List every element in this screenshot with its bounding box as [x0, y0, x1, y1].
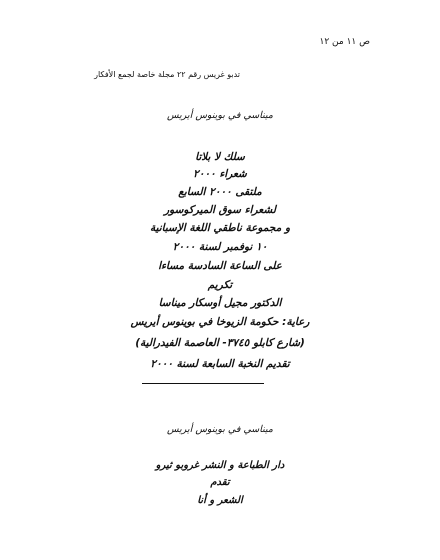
event-line: سلك لا بلاتا [195, 151, 245, 163]
section-title: ميناسي في بوينوس أيريس [167, 110, 273, 121]
event-line: الدكتور مجيل أوسكار ميناسا [158, 297, 282, 309]
event-line: ١٠ نوفمبر لسنة ٢٠٠٠ [172, 241, 268, 253]
closing-line: تقدم [210, 477, 230, 488]
event-line: تقديم النخبة السابعة لسنة ٢٠٠٠ [150, 358, 290, 370]
event-line: على الساعة السادسة مساءا [158, 260, 282, 272]
page-number: ص ١١ من ١٢ [319, 37, 370, 47]
closing-line: الشعر و أنا [197, 495, 243, 506]
event-line: تكريم [207, 279, 233, 291]
event-line: و مجموعة ناطقي اللغة الإسبانية [149, 222, 291, 234]
closing-line: دار الطباعة و النشر غروبو ثيرو [155, 460, 285, 471]
section-divider [142, 383, 264, 384]
event-line: (شارع كابلو ٣٧٤٥- العاصمة الفيدرالية) [135, 337, 305, 349]
event-line: شعراء ٢٠٠٠ [193, 168, 247, 180]
event-line: ملتقى ٢٠٠٠ السابع [178, 186, 262, 198]
event-line: رعاية: حكومة الزيوخا في بوينوس أيريس [130, 316, 310, 328]
event-line: لشعراء سوق الميركوسور [164, 204, 276, 216]
closing-title: ميناسي في بوينوس أيريس [167, 424, 273, 435]
header-note: تدبو غريس رقم ٢٢ مجلة خاصة لجمع الأفكار [94, 70, 240, 79]
